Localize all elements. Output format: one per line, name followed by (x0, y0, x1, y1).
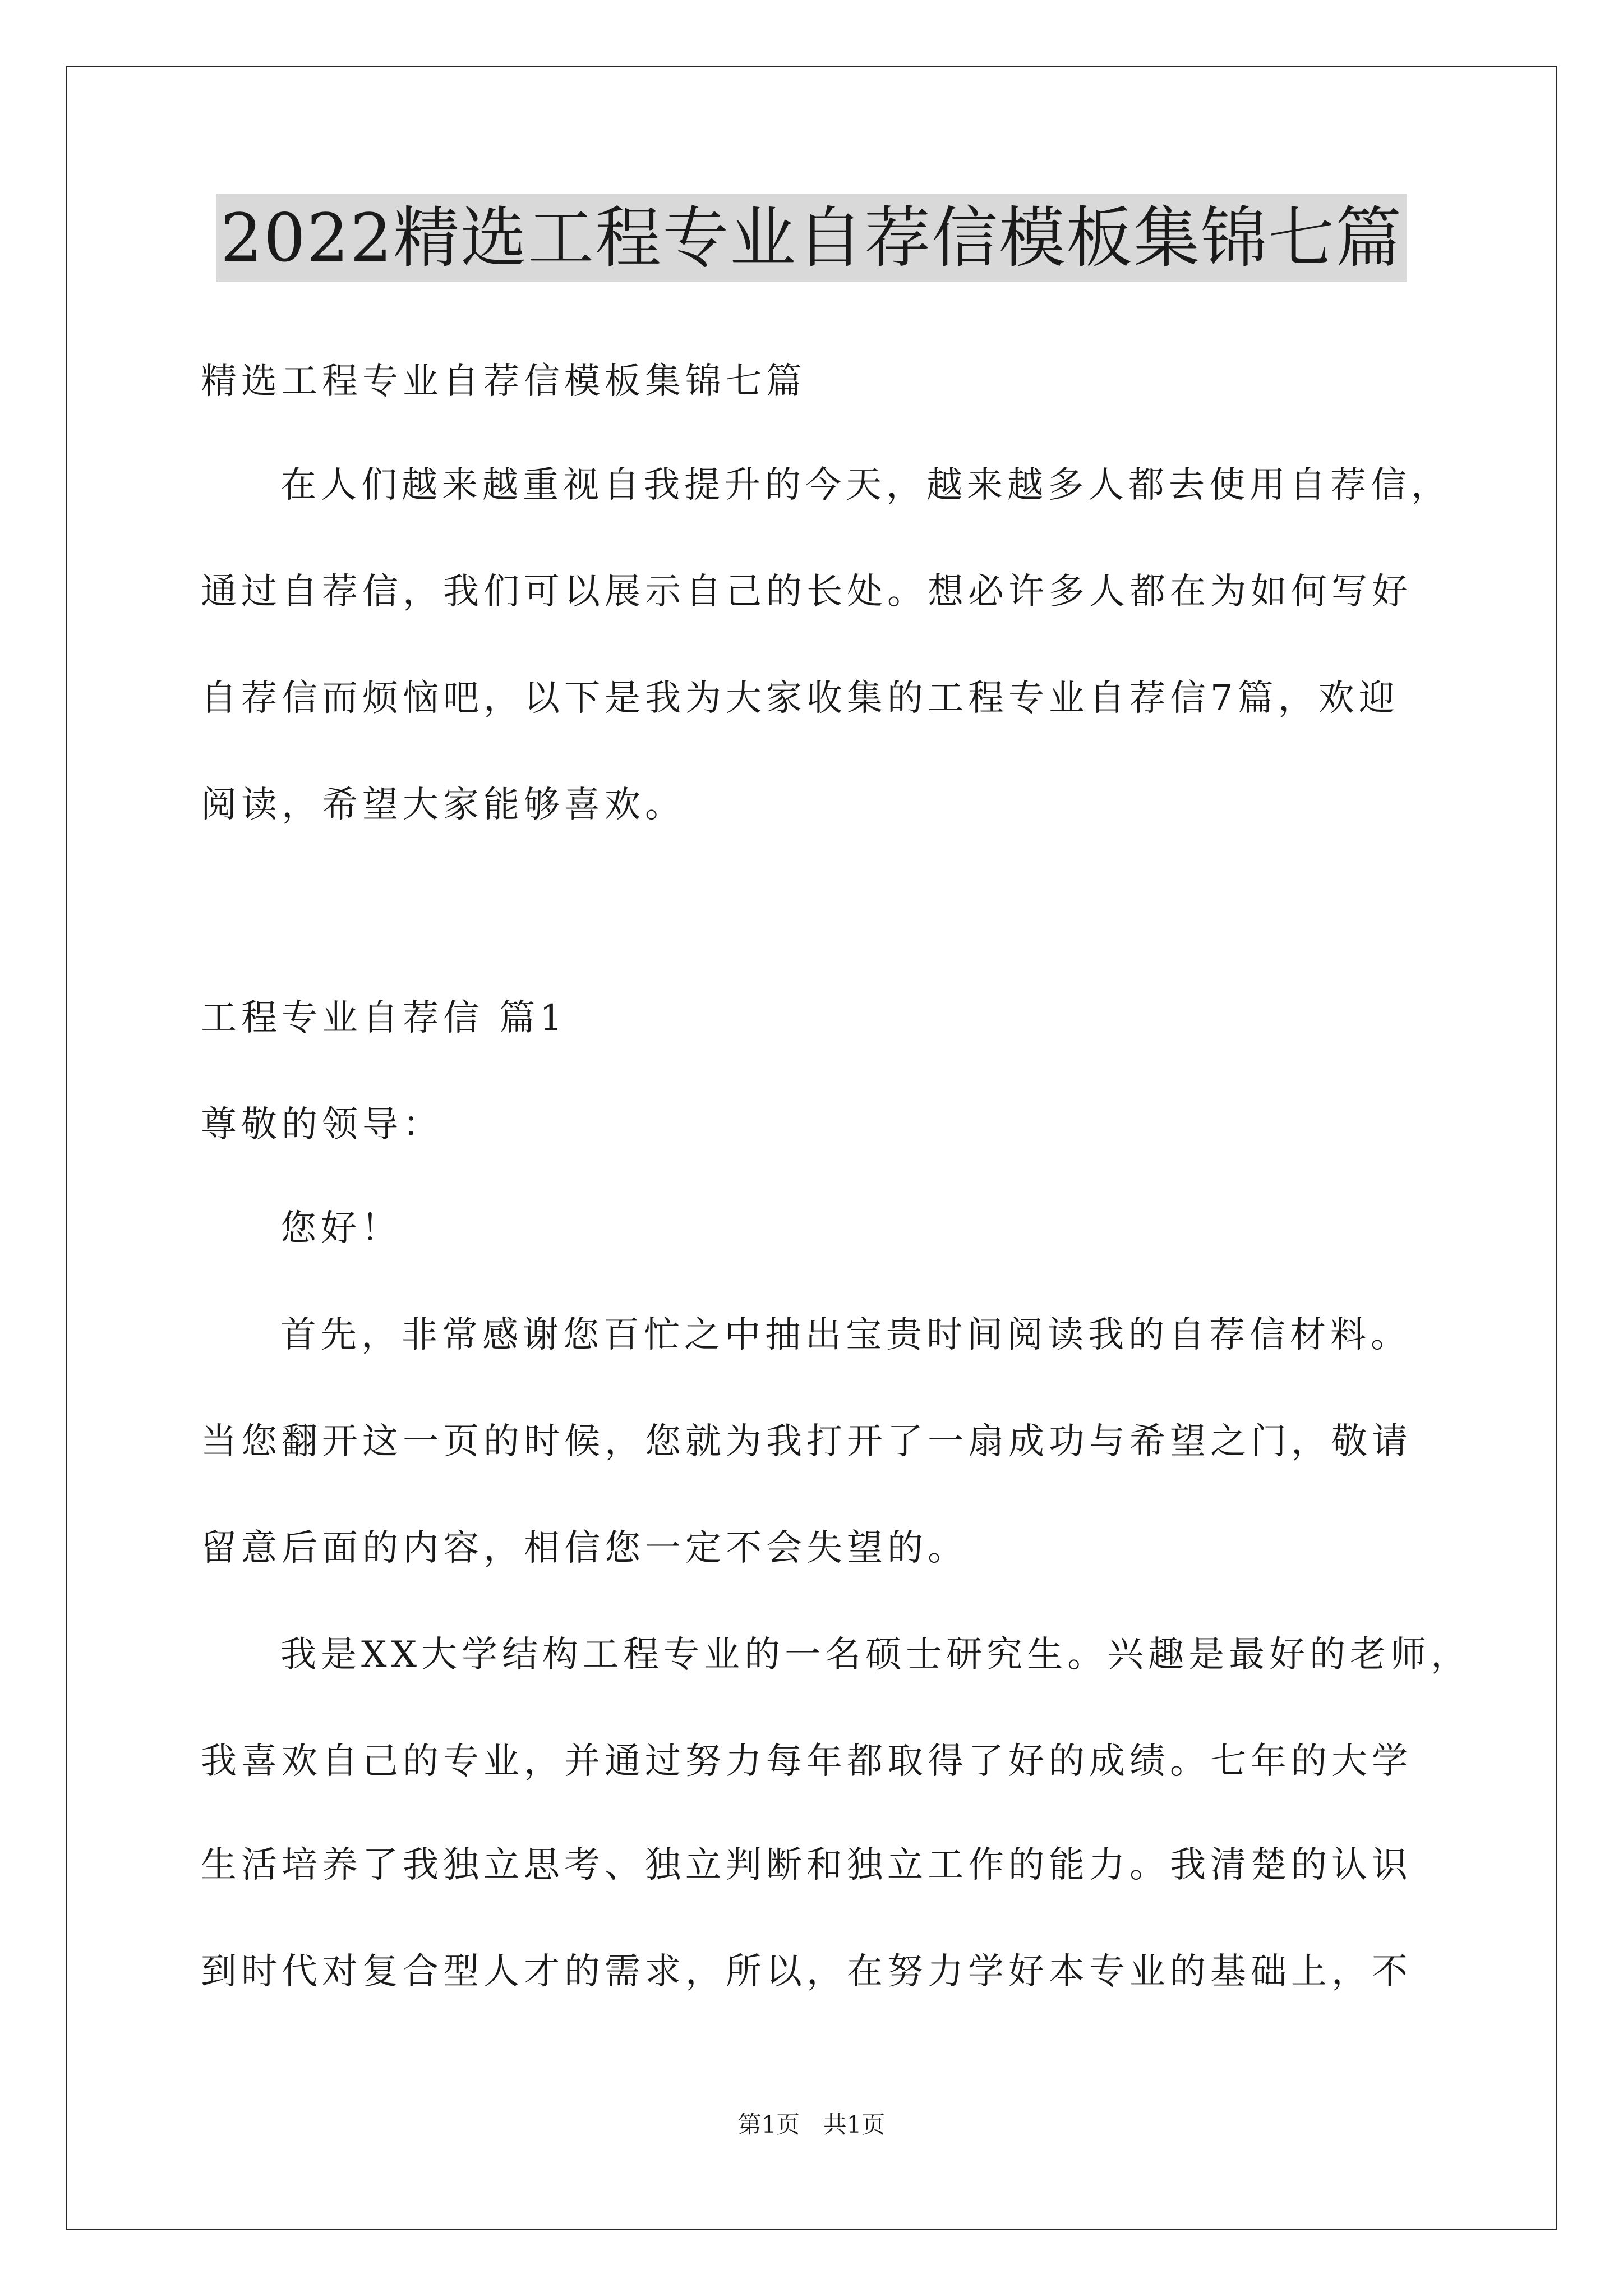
salutation: 尊敬的领导： (201, 1104, 443, 1145)
page-total: 共1页 (823, 2111, 886, 2138)
intro-line: 自荐信而烦恼吧，以下是我为大家收集的工程专业自荐信7篇，欢迎 (201, 678, 1399, 719)
document-title: 2022精选工程专业自荐信模板集锦七篇 (216, 194, 1407, 282)
intro-line: 在人们越来越重视自我提升的今天，越来越多人都去使用自荐信， (280, 464, 1451, 506)
intro-line: 阅读，希望大家能够喜欢。 (201, 784, 685, 826)
paragraph-line: 我是XX大学结构工程专业的一名硕士研究生。兴趣是最好的老师， (280, 1634, 1472, 1676)
title-container (0, 194, 1623, 282)
paragraph-line: 当您翻开这一页的时候，您就为我打开了一扇成功与希望之门，敬请 (201, 1421, 1412, 1462)
intro-line: 通过自荐信，我们可以展示自己的长处。想必许多人都在为如何写好 (201, 571, 1412, 613)
document-subtitle: 精选工程专业自荐信模板集锦七篇 (201, 361, 806, 402)
paragraph-line: 到时代对复合型人才的需求，所以，在努力学好本专业的基础上，不 (201, 1951, 1412, 1993)
paragraph-line: 首先，非常感谢您百忙之中抽出宝贵时间阅读我的自荐信材料。 (280, 1314, 1411, 1356)
greeting: 您好！ (280, 1208, 402, 1249)
paragraph-line: 生活培养了我独立思考、独立判断和独立工作的能力。我清楚的认识 (201, 1844, 1412, 1886)
paragraph-line: 我喜欢自己的专业，并通过努力每年都取得了好的成绩。七年的大学 (201, 1741, 1412, 1782)
paragraph-line: 留意后面的内容，相信您一定不会失望的。 (201, 1527, 968, 1569)
page-number: 第1页 (737, 2111, 800, 2138)
section-heading: 工程专业自荐信 篇1 (201, 997, 568, 1039)
page-footer (0, 2109, 1623, 2141)
